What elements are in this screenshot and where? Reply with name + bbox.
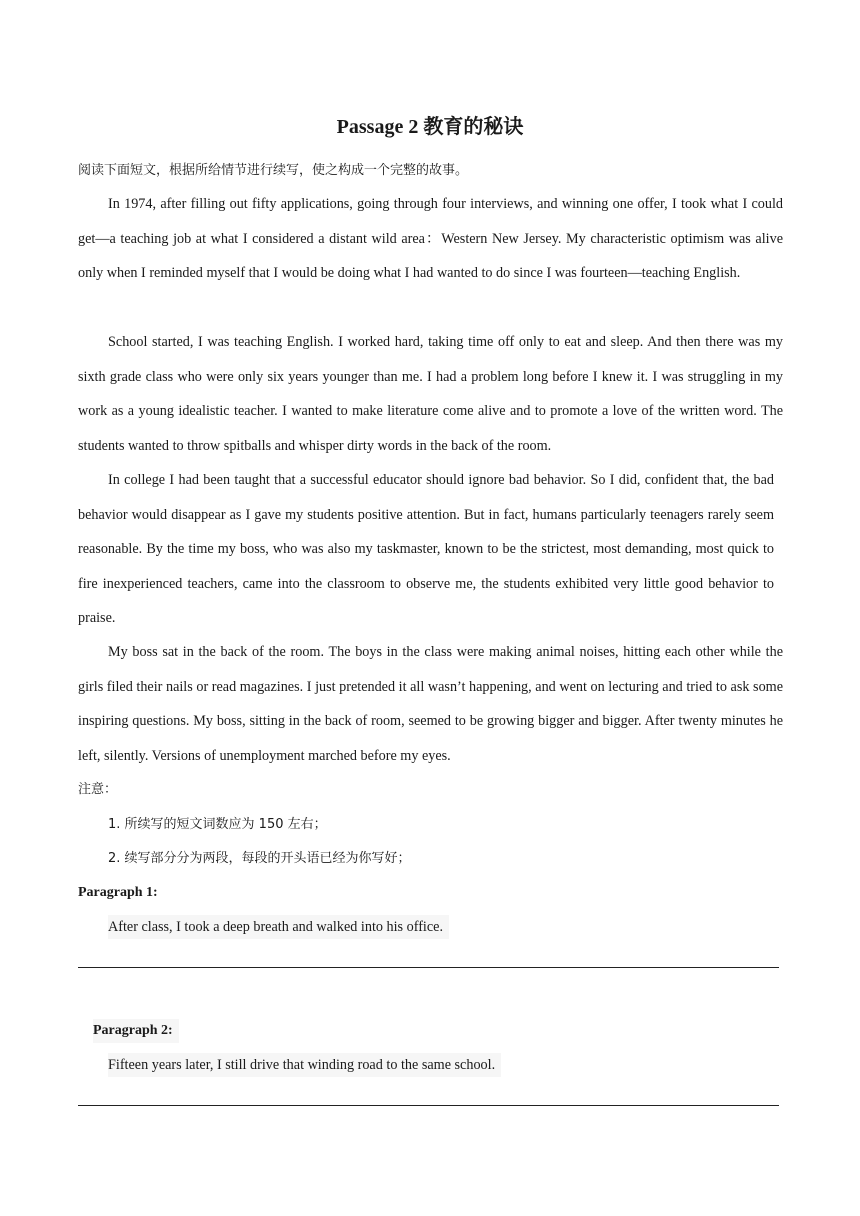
writing-line-2: [78, 1105, 779, 1106]
paragraph-2-starter: Fifteen years later, I still drive that winding road to the same school.: [108, 1053, 501, 1077]
passage-paragraph-2: School started, I was teaching English. I worked hard, taking time off only to eat and sleep. And then there was my sixth grade class who were only six years younger than me. I had a problem long before I knew it. I was struggling in my work as a young idealistic teacher. I wanted to make literature come alive and to promote a love of the written word. The students wanted to throw spitballs and whisper dirty words in the back of the room.: [78, 334, 783, 454]
note-item-1: 1. 所续写的短文词数应为 150 左右；: [108, 817, 327, 832]
passage-paragraph-3: In college I had been taught that a successful educator should ignore bad behavior. So I did, confident that, the bad behavior would disappear as I gave my students positive attention. But in fact, humans particularly teenagers rarely seem reasonable. By the time my boss, who was also my taskmaster, known to be the strictest, most demanding, most quick to fire inexperienced teachers, came into the classroom to observe me, the students exhibited very little good behavior to praise.: [78, 472, 774, 626]
paragraph-2-label: Paragraph 2:: [93, 1019, 179, 1043]
instruction-text: 阅读下面短文，根据所给情节进行续写，使之构成一个完整的故事。: [78, 163, 469, 178]
paragraph-1-starter: After class, I took a deep breath and walked into his office.: [108, 915, 449, 939]
note-label: 注意：: [78, 782, 118, 797]
passage-paragraph-4: My boss sat in the back of the room. The boys in the class were making animal noises, hitting each other while the girls filed their nails or read magazines. I just pretended it all wasn’t happening, and went on lecturing and tried to ask some inspiring questions. My boss, sitting in the back of room, seemed to be growing bigger and bigger. After twenty minutes he left, silently. Versions of unemployment marched before my eyes.: [78, 644, 783, 764]
writing-line-1: [78, 967, 779, 968]
page-title: Passage 2 教育的秘诀: [336, 116, 524, 138]
passage-paragraph-1: In 1974, after filling out fifty applications, going through four interviews, and winning one offer, I took what I could get—a teaching job at what I considered a distant wild area：Western New Jersey. My characteristic optimism was alive only when I reminded myself that I would be doing what I had wanted to do since I was fourteen—teaching English.: [78, 196, 783, 281]
note-item-2: 2. 续写部分分为两段，每段的开头语已经为你写好；: [108, 851, 411, 866]
paragraph-1-label: Paragraph 1:: [78, 885, 158, 900]
